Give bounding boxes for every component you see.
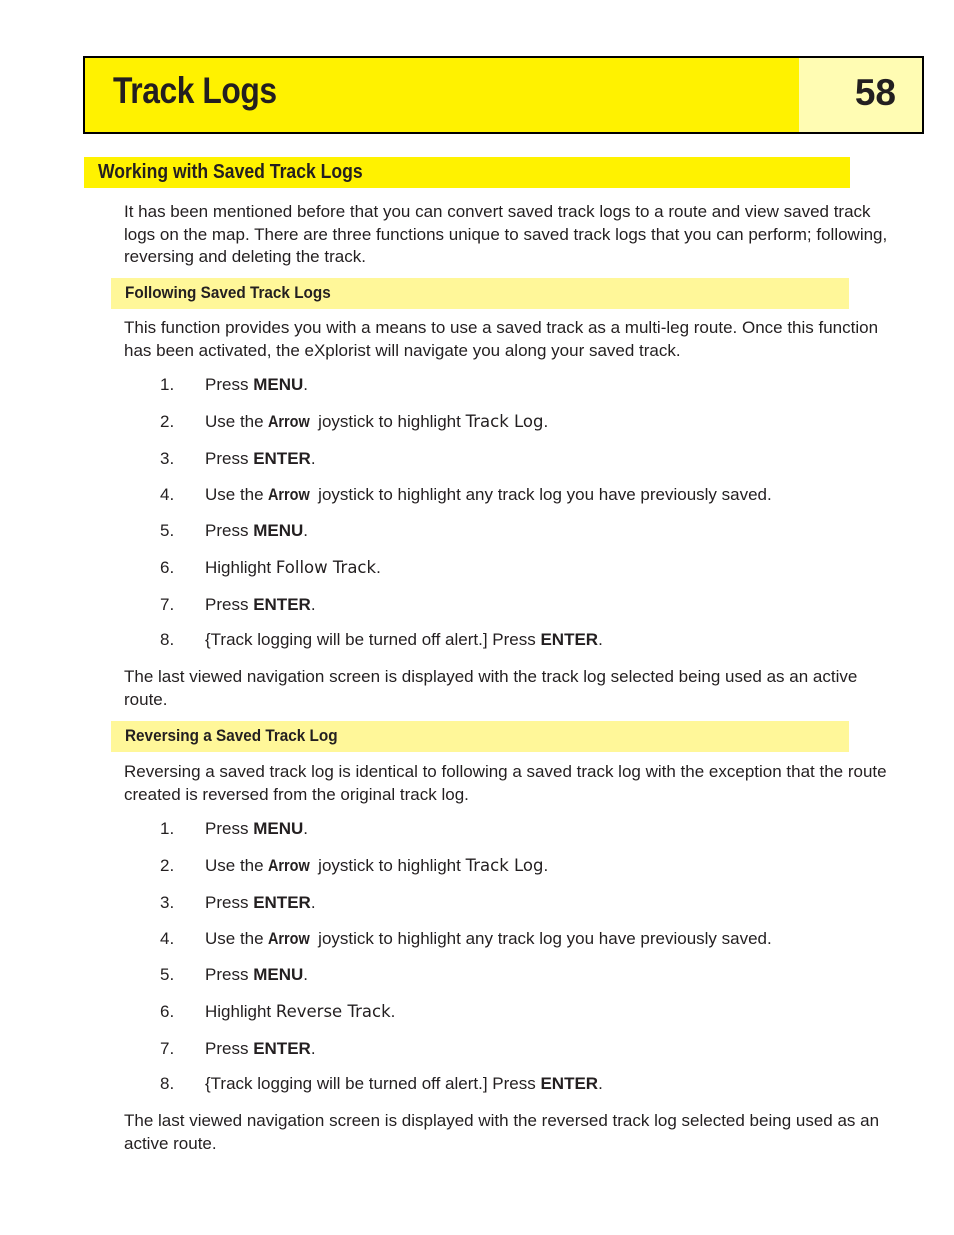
step-text: . <box>303 819 308 838</box>
step-number: 3. <box>160 893 175 912</box>
key-name: MENU <box>253 965 304 984</box>
list-item <box>160 1039 316 1059</box>
step-text: joystick to highlight any track log you have previously saved. <box>313 485 772 504</box>
list-item <box>160 819 308 839</box>
reversing-intro: Reversing a saved track log is identical to following a saved track log with the exception that the route created is reversed from the original track log. <box>124 762 887 804</box>
step-text: Press <box>205 1039 254 1058</box>
step-number: 4. <box>160 929 175 948</box>
step-number: 5. <box>160 965 175 984</box>
step-text: Press <box>205 449 254 468</box>
step-number: 4. <box>160 485 175 504</box>
list-item <box>160 595 316 615</box>
key-name: ENTER <box>540 630 599 649</box>
step-number: 1. <box>160 819 175 838</box>
step-text: Press <box>205 595 254 614</box>
page-number: 58 <box>854 72 896 113</box>
list-item <box>160 485 772 505</box>
list-item <box>160 929 772 949</box>
step-number: 6. <box>160 558 175 577</box>
list-item <box>160 521 308 541</box>
subsection-title: Following Saved Track Logs <box>125 283 331 302</box>
step-text: Press <box>205 819 254 838</box>
key-name: MENU <box>253 375 304 394</box>
list-item <box>160 412 548 432</box>
step-number: 8. <box>160 630 175 649</box>
step-text: Press <box>205 375 254 394</box>
step-text: . <box>303 965 308 984</box>
list-item <box>160 449 316 469</box>
key-name: ENTER <box>253 595 311 614</box>
screen-option: Follow Track <box>275 558 377 577</box>
screen-option: Reverse Track <box>275 1002 391 1021</box>
section-title: Working with Saved Track Logs <box>98 161 363 183</box>
subsection-heading-following <box>111 278 849 309</box>
step-number: 5. <box>160 521 175 540</box>
key-name: ENTER <box>540 1074 599 1093</box>
step-text: . <box>543 856 549 875</box>
step-number: 6. <box>160 1002 175 1021</box>
list-item <box>160 1074 603 1094</box>
chapter-title: Track Logs <box>113 70 277 111</box>
step-text: Use the <box>205 856 269 875</box>
step-text: Highlight <box>205 558 276 577</box>
step-text: {Track logging will be turned off alert.] Press <box>205 630 541 649</box>
reversing-outro: The last viewed navigation screen is displayed with the reversed track log selected being used as an active route. <box>124 1111 880 1153</box>
list-item <box>160 856 548 876</box>
step-text: . <box>598 630 603 649</box>
step-text: . <box>310 449 316 468</box>
key-name: MENU <box>253 819 304 838</box>
step-text: . <box>390 1002 396 1021</box>
step-text: . <box>310 1039 316 1058</box>
step-text: . <box>376 558 381 577</box>
screen-option: Track Log <box>465 856 544 875</box>
step-text: Press <box>205 965 254 984</box>
step-text: Highlight <box>205 1002 276 1021</box>
key-name: Arrow <box>268 412 311 431</box>
step-text: {Track logging will be turned off alert.] Press <box>205 1074 541 1093</box>
step-number: 7. <box>160 595 175 614</box>
step-text: Press <box>205 893 254 912</box>
step-text: . <box>543 412 549 431</box>
list-item <box>160 1002 395 1022</box>
key-name: Arrow <box>268 485 311 504</box>
following-outro: The last viewed navigation screen is displayed with the track log selected being used as an active route. <box>124 667 858 709</box>
section-heading <box>84 157 850 188</box>
screen-option: Track Log <box>465 412 544 431</box>
step-number: 3. <box>160 449 175 468</box>
key-name: MENU <box>253 521 304 540</box>
subsection-title: Reversing a Saved Track Log <box>125 726 338 745</box>
step-text: Use the <box>205 412 269 431</box>
step-text: . <box>310 893 316 912</box>
step-text: joystick to highlight any track log you have previously saved. <box>313 929 772 948</box>
step-number: 8. <box>160 1074 175 1093</box>
list-item <box>160 630 603 650</box>
key-name: ENTER <box>253 1039 311 1058</box>
step-number: 1. <box>160 375 175 394</box>
step-text: . <box>303 521 308 540</box>
step-text: . <box>310 595 316 614</box>
subsection-heading-reversing <box>111 721 849 752</box>
step-text: . <box>303 375 308 394</box>
intro-paragraph: It has been mentioned before that you can convert saved track logs to a route and view saved track logs on the map. There are three functions unique to saved track logs that you can perform; following, reversing and deleting the track. <box>124 202 888 266</box>
step-text: Use the <box>205 485 269 504</box>
list-item <box>160 558 381 578</box>
step-number: 2. <box>160 856 175 875</box>
step-text: Press <box>205 521 254 540</box>
step-text: joystick to highlight <box>313 856 466 875</box>
key-name: Arrow <box>268 929 311 948</box>
following-intro: This function provides you with a means to use a saved track as a multi-leg route. Once this function has been activated, the eXplorist will navigate you along your saved track. <box>124 318 879 360</box>
list-item <box>160 375 308 395</box>
key-name: Arrow <box>268 856 311 875</box>
list-item <box>160 965 308 985</box>
chapter-header <box>83 56 924 134</box>
step-number: 7. <box>160 1039 175 1058</box>
key-name: ENTER <box>253 893 311 912</box>
key-name: ENTER <box>253 449 311 468</box>
step-text: Use the <box>205 929 269 948</box>
step-number: 2. <box>160 412 175 431</box>
list-item <box>160 893 316 913</box>
step-text: . <box>598 1074 603 1093</box>
step-text: joystick to highlight <box>313 412 466 431</box>
